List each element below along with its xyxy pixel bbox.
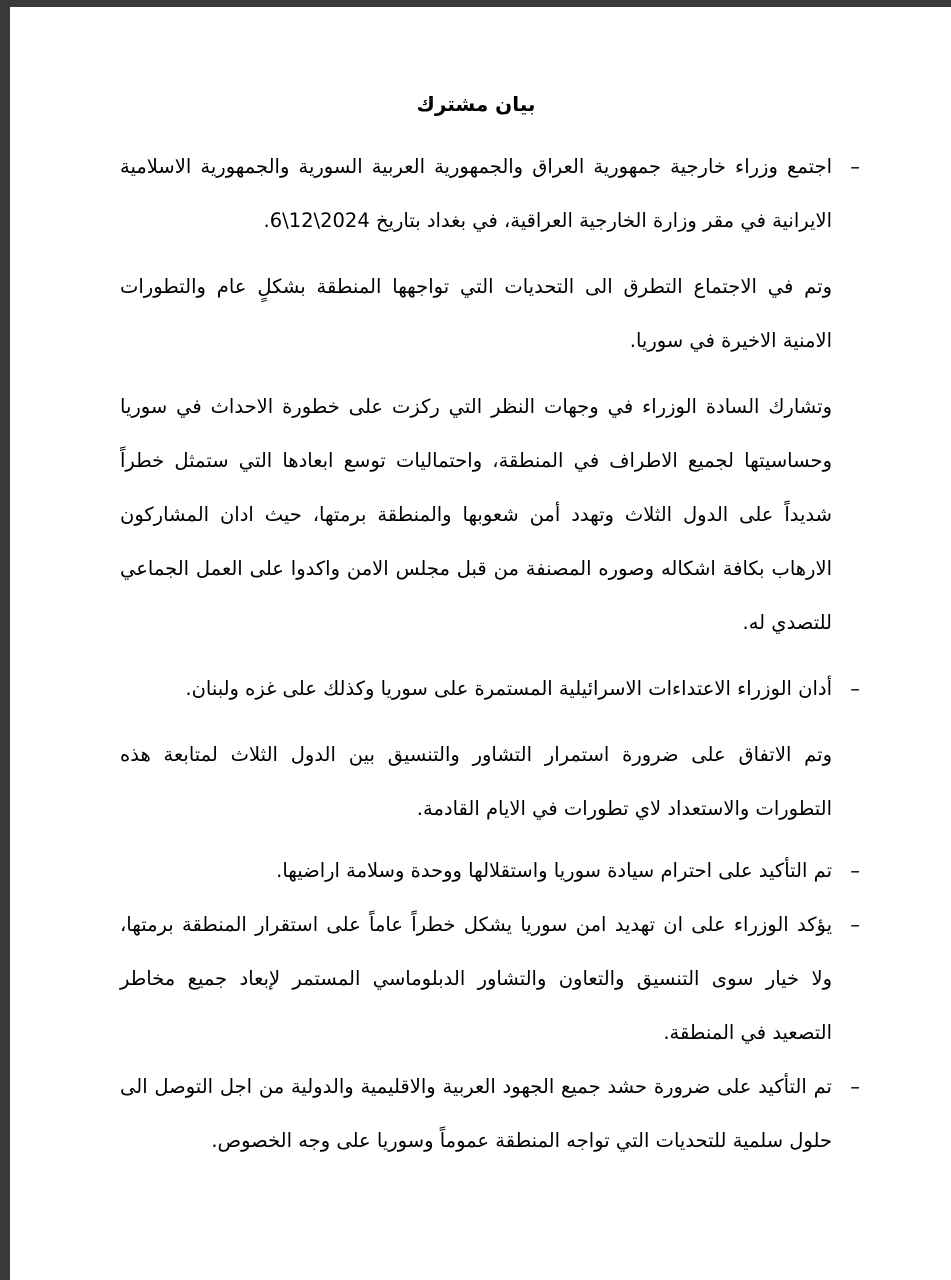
paragraph-8 [120,1060,860,1168]
paragraph-text: وتم الاتفاق على ضرورة استمرار التشاور والتنسيق بين الدول الثلاث لمتابعة هذه التطورات والاستعداد لاي تطورات في الايام القادمة. [120,743,832,820]
bullet-dash: – [850,859,860,882]
paragraph-text: وتم في الاجتماع التطرق الى التحديات التي تواجهها المنطقة بشكلٍ عام والتطورات الامنية الاخيرة في سوريا. [120,275,832,352]
paragraph-text: تم التأكيد على ضرورة حشد جميع الجهود العربية والاقليمية والدولية من اجل التوصل الى حلول سلمية للتحديات التي تواجه المنطقة عموماً وسوريا على وجه الخصوص. [120,1075,832,1152]
document-title: بيان مشترك [416,92,536,116]
bullet-dash: – [850,1075,860,1098]
paragraph-text: تم التأكيد على احترام سيادة سوريا واستقلالها ووحدة وسلامة اراضيها. [276,859,832,882]
paragraph-4 [120,662,860,716]
paragraph-5 [120,728,832,836]
paragraph-text: يؤكد الوزراء على ان تهديد امن سوريا يشكل خطراً عاماً على استقرار المنطقة برمتها، ولا خيار سوى التنسيق والتعاون والتشاور الدبلوماسي المستمر لإبعاد جميع مخاطر التصعيد في المنطقة. [120,913,832,1044]
paragraph-7 [120,898,860,1060]
paragraph-text: أدان الوزراء الاعتداءات الاسرائيلية المستمرة على سوريا وكذلك على غزه ولبنان. [185,677,832,700]
paragraph-6 [120,844,860,898]
bullet-dash: – [850,155,860,178]
bullet-dash: – [850,677,860,700]
paragraph-1 [120,140,860,248]
document-body [120,84,860,1168]
paragraph-text: وتشارك السادة الوزراء في وجهات النظر التي ركزت على خطورة الاحداث في سوريا وحساسيتها لجميع الاطراف في المنطقة، واحتماليات توسع ابعادها التي ستمثل خطراً شديداً على الدول الثلاث وتهدد أمن شعوبها والمنطقة برمتها، حيث ادان المشاركون الارهاب بكافة اشكاله وصوره المصنفة من قبل مجلس الامن واكدوا على العمل الجماعي للتصدي له. [120,395,832,634]
scan-top-edge [0,0,951,7]
scan-left-edge [0,0,10,1280]
paragraph-2 [120,260,832,368]
bullet-dash: – [850,913,860,936]
paragraph-text: اجتمع وزراء خارجية جمهورية العراق والجمهورية العربية السورية والجمهورية الاسلامية الايرانية في مقر وزارة الخارجية العراقية، في بغداد بتاريخ 2024\12\6. [120,155,832,232]
paragraph-3 [120,380,832,650]
